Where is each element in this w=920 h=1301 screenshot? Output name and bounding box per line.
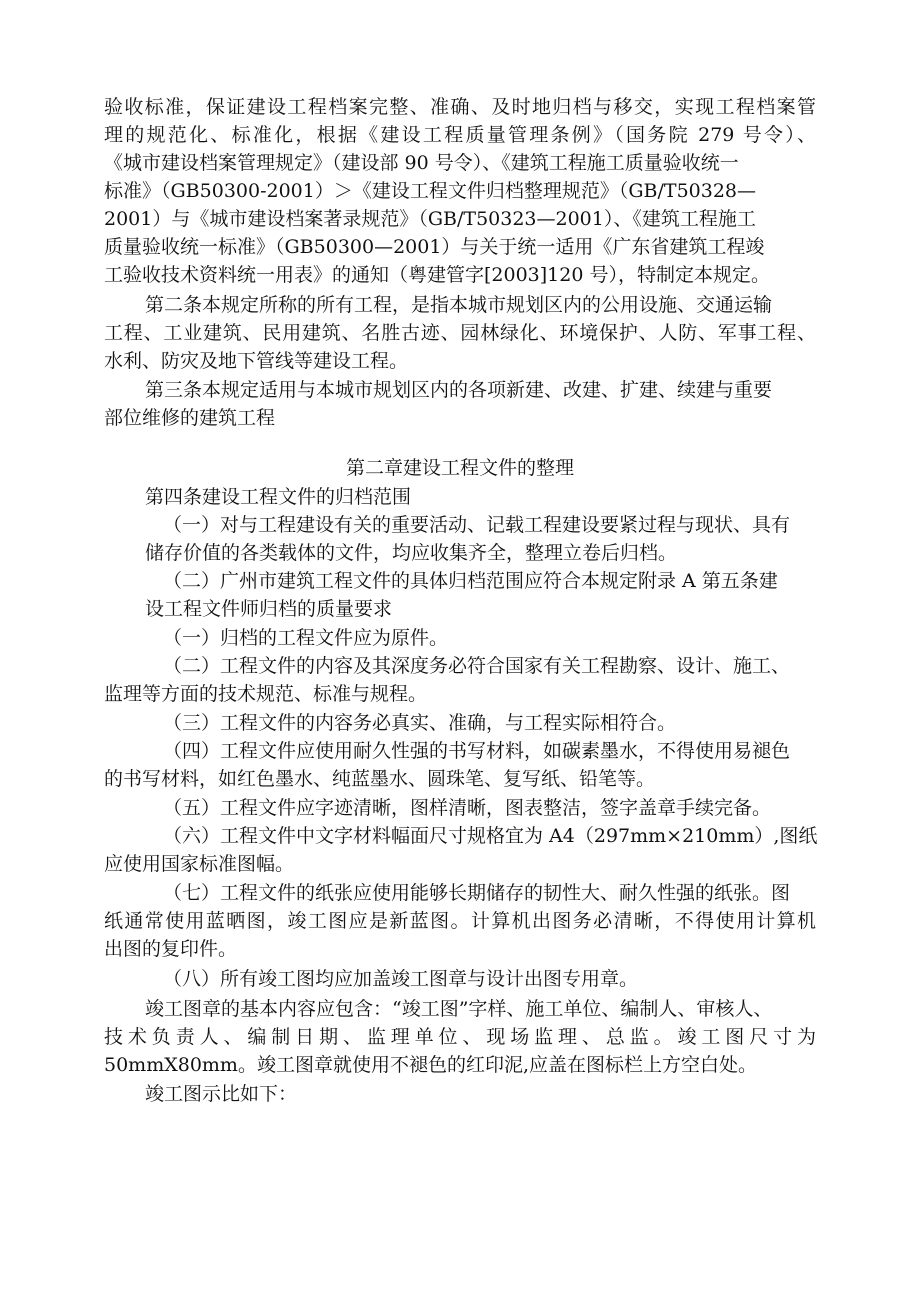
paragraph-line: 《城市建设档案管理规定》（建设部 90 号令）、《建筑工程施工质量验收统一 xyxy=(104,152,739,174)
requirement-line: （二）工程文件的内容及其深度务必符合国家有关工程勘察、设计、施工、 xyxy=(163,655,791,677)
requirement-line: 出图的复印件。 xyxy=(104,938,238,960)
stamp-paragraph-line: 竣工图章的基本内容应包含：“竣工图”字样、施工单位、编制人、审核人、 xyxy=(145,998,773,1020)
scope-item-line: （一）对与工程建设有关的重要活动、记载工程建设要紧过程与现状、具有 xyxy=(163,514,791,536)
requirement-line: 应使用国家标准图幅。 xyxy=(104,853,295,875)
article-2-line: 水利、防灾及地下管线等建设工程。 xyxy=(104,350,409,372)
chapter-title: 第二章建设工程文件的整理 xyxy=(345,457,574,479)
requirement-line: （五）工程文件应字迹清晰，图样清晰，图表整洁，签字盖章手续完备。 xyxy=(163,797,772,819)
paragraph-line: 标准》（GB50300-2001）＞《建设工程文件归档整理规范》（GB/T50328— xyxy=(104,180,757,202)
article-2-line: 第二条本规定所称的所有工程，是指本城市规划区内的公用设施、交通运输 xyxy=(145,294,773,316)
article-2-line: 工程、工业建筑、民用建筑、名胜古迹、园林绿化、环境保护、人防、军事工程、 xyxy=(104,322,816,344)
article-3-line: 部位维修的建筑工程 xyxy=(104,407,276,429)
paragraph-line: 工验收技术资料统一用表》的通知（粤建管字[2003]120 号），特制定本规定。 xyxy=(104,264,770,286)
paragraph-line: 理的规范化、标准化，根据《建设工程质量管理条例》（国务院 279 号令）、 xyxy=(104,124,816,146)
article-3-line: 第三条本规定适用与本城市规划区内的各项新建、改建、扩建、续建与重要 xyxy=(145,379,773,401)
article-4-title: 第四条建设工程文件的归档范围 xyxy=(145,486,412,508)
scope-item-line: 设工程文件师归档的质量要求 xyxy=(145,598,393,620)
requirement-line: （七）工程文件的纸张应使用能够长期储存的韧性大、耐久性强的纸张。图 xyxy=(163,882,791,904)
requirement-line: （四）工程文件应使用耐久性强的书写材料，如碳素墨水，不得使用易褪色 xyxy=(163,740,791,762)
example-intro: 竣工图示比如下： xyxy=(145,1083,298,1105)
requirement-line: 监理等方面的技术规范、标准与规程。 xyxy=(104,683,428,705)
paragraph-line: 质量验收统一标准》（GB50300—2001）与关于统一适用《广东省建筑工程竣 xyxy=(104,236,765,258)
paragraph-line: 2001）与《城市建设档案著录规范》（GB/T50323—2001）、《建筑工程施工 xyxy=(104,208,756,230)
scope-item-line: 储存价值的各类载体的文件，均应收集齐全，整理立卷后归档。 xyxy=(145,542,678,564)
requirement-line: （三）工程文件的内容务必真实、准确，与工程实际相符合。 xyxy=(163,712,677,734)
scope-item-line: （二）广州市建筑工程文件的具体归档范围应符合本规定附录 A 第五条建 xyxy=(163,570,778,592)
requirement-line: （八）所有竣工图均应加盖竣工图章与设计出图专用章。 xyxy=(163,968,639,990)
requirement-line: 的书写材料，如红色墨水、纯蓝墨水、圆珠笔、复写纸、铅笔等。 xyxy=(104,768,656,790)
requirement-line: 纸通常使用蓝晒图，竣工图应是新蓝图。计算机出图务必清晰，不得使用计算机 xyxy=(104,910,816,932)
paragraph-line: 验收标准，保证建设工程档案完整、准确、及时地归档与移交，实现工程档案管 xyxy=(104,96,816,118)
requirement-line: （六）工程文件中文字材料幅面尺寸规格宜为 A4（297mm×210mm）,图纸 xyxy=(163,825,818,847)
stamp-paragraph-line: 技术负责人、编制日期、监理单位、现场监理、总监。竣工图尺寸为 xyxy=(104,1026,816,1048)
stamp-paragraph-line: 50mmX80mm。竣工图章就使用不褪色的红印泥,应盖在图标栏上方空白处。 xyxy=(104,1054,757,1076)
requirement-line: （一）归档的工程文件应为原件。 xyxy=(163,627,449,649)
